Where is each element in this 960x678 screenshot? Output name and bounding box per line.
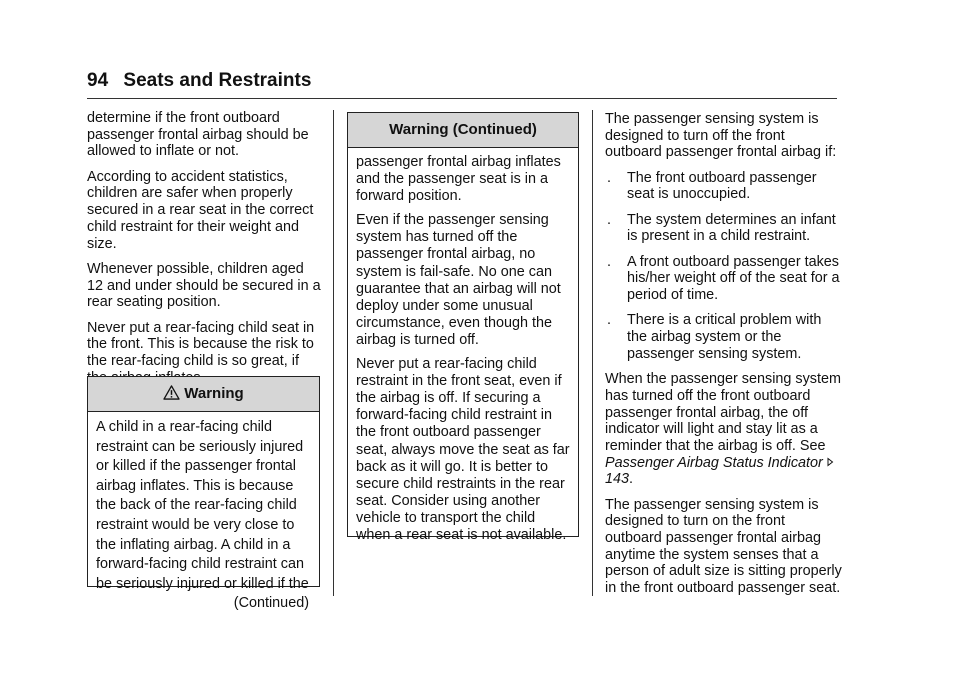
- warning-continued-box: [347, 112, 579, 543]
- bullet-marker: .: [607, 211, 611, 228]
- bullet-marker: .: [607, 169, 611, 186]
- paragraph: The passenger sensing system is designed to turn off the front outboard passenger frontal airbag if:: [605, 111, 837, 161]
- page-reference-arrow-icon: [825, 457, 835, 467]
- column-1: [87, 110, 322, 395]
- warning-paragraph: passenger frontal airbag inflates and the passenger seat is in a forward position.: [356, 154, 561, 205]
- bullet-marker: .: [607, 253, 611, 270]
- continued-label: (Continued): [233, 595, 309, 612]
- paragraph-text: When the passenger sensing system has turned off the front outboard passenger frontal airbag, the off indicator will light and stay lit as a reminder that the airbag is off.: [605, 371, 841, 454]
- bullet-item: [605, 312, 843, 362]
- bullet-item: [605, 254, 843, 304]
- column-3: [605, 111, 843, 605]
- bullet-text: The front outboard passenger seat is unoccupied.: [627, 169, 817, 203]
- reference-page: 143: [605, 471, 630, 488]
- page-header: [87, 70, 311, 92]
- warning-paragraph: Never put a rear-facing child restraint in the front seat, even if the airbag is off. If securing a forward-facing child restraint in the front outboard passenger seat, always move the seat as far back as it will go. It is better to secure child restraints in the rear seat. Consider using another vehicle to transport the child when a rear seat is not available.: [356, 356, 570, 543]
- see-label: See: [799, 437, 826, 454]
- bullet-text: The system determines an infant is present in a child restraint.: [627, 211, 836, 245]
- bullet-text: A front outboard passenger takes his/her weight off of the seat for a period of time.: [627, 253, 840, 304]
- bullet-item: [605, 170, 843, 203]
- warning-text: A child in a rear-facing child restraint can be seriously injured or killed if the passenger frontal airbag inflates. This is because the back of the rear-facing child restraint would be very close to the inflating airbag. A child in a forward-facing child restraint can be seriously injured or killed if the: [96, 419, 309, 592]
- paragraph: The passenger sensing system is designed to turn on the front outboard passenger frontal airbag anytime the system senses that a person of adult size is sitting properly in the front outboard passenger seat.: [605, 496, 842, 597]
- paragraph: Never put a rear-facing child seat in the front. This is because the risk to the rear-facing child is so great, if: [87, 319, 315, 369]
- warning-triangle-icon: [163, 385, 180, 400]
- bullet-item: [605, 212, 843, 245]
- bullet-marker: .: [607, 312, 611, 329]
- section-title: Seats and Restraints: [123, 70, 312, 91]
- paragraph: Whenever possible, children aged 12 and under should be secured in a rear seating position.: [87, 260, 321, 311]
- column-divider-2: [592, 110, 593, 596]
- column-divider-1: [333, 110, 334, 596]
- warning-box: [87, 376, 320, 612]
- paragraph: determine if the front outboard passenger frontal airbag should be allowed to inflate or not.: [87, 110, 309, 160]
- paragraph: [605, 371, 843, 488]
- cross-reference-link[interactable]: Passenger Airbag Status Indicator143.: [605, 455, 837, 488]
- warning-continued-header: Warning (Continued): [348, 113, 578, 148]
- bullet-text: There is a critical problem with the airbag system or the passenger sensing system.: [627, 312, 822, 362]
- warning-paragraph: Even if the passenger sensing system has turned off the passenger frontal airbag, no system is fail-safe. No one can guarantee that an airbag will not deploy under some unusual circumstance, even though the airbag is turned off.: [356, 212, 561, 348]
- warning-header: [88, 377, 319, 412]
- warning-title: Warning: [184, 385, 244, 402]
- reference-title: Passenger Airbag Status Indicator: [605, 454, 823, 471]
- paragraph: According to accident statistics, children are safer when properly secured in a rear seat in the correct child restraint for their weight and size.: [87, 168, 314, 252]
- page-number: 94: [87, 70, 109, 91]
- header-rule: [87, 98, 837, 99]
